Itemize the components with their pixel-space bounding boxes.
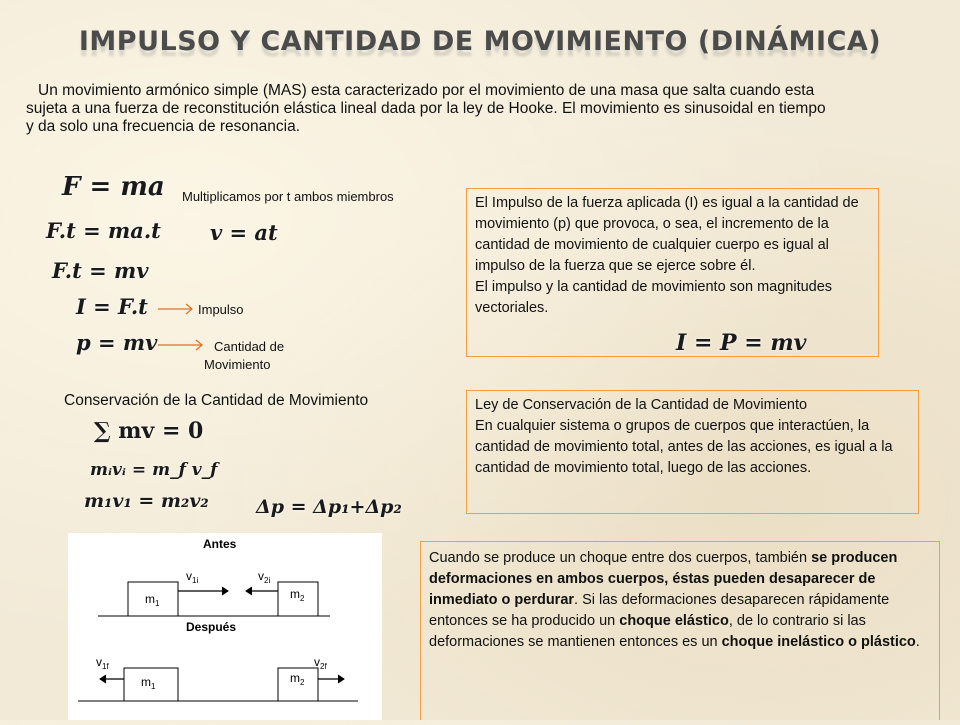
conservation-law-box [466,390,919,514]
box2-text: En cualquier sistema o grupos de cuerpos que interactúen, la cantidad de movimiento total, antes de las acciones, es igual a la cantidad de movimiento total, luego de las acciones. [475,418,893,476]
formula-f-ma: F = ma [62,172,165,202]
box3-bold3: choque inelástico o plástico [721,634,916,650]
collision-diagram-svg [68,533,382,720]
impulso-arrow [158,303,196,315]
box3-bold1: se producen deformaciones en ambos cuerpos, éstas pueden desaparecer de inmediato o perdurar [429,550,898,608]
formula-ft-mat: F.t = ma.t [46,218,161,243]
intro-paragraph: Un movimiento armónico simple (MAS) esta caracterizado por el movimiento de una masa que salta cuando esta sujeta a una fuerza de reconstitución elástica lineal dada por la ley de Hooke. El movimiento es sinusoidal en tiempo y da solo una frecuencia de resonancia. [26,82,826,135]
m1-label-before: $m_1$ [145,592,160,608]
impulse-explanation-box [466,188,879,357]
box3-bold2: choque elástico [619,613,729,629]
formula-v-at: v = at [210,220,278,245]
collision-diagram [68,533,382,720]
formula-sum-mv: ∑ mv = 0 [94,418,204,444]
formula-i-ft: I = F.t [76,294,148,319]
label-multiplicamos: Multiplicamos por t ambos miembros [182,189,394,204]
box3-part1: Cuando se produce un choque entre dos cuerpos, también [429,550,812,566]
v1f-label: $v_{1f}$ [96,655,109,671]
box2-heading: Ley de Conservación de la Cantidad de Movimiento [475,397,808,413]
formula-delta-p: Δp = Δp₁+Δp₂ [256,496,402,518]
v1i-label: $v_{1i}$ [186,569,199,585]
formula-i-p-mv: I = P = mv [676,330,807,356]
formula-p-mv: p = mv [76,330,158,355]
formula-cons1: mᵢvᵢ = m_f v_f [90,460,218,480]
diagram-despues: Después [186,620,237,634]
box3-part3: , de lo contrario si las deformaciones se mantienen entonces es un [429,613,866,650]
collision-types-box [420,541,940,720]
label-cantidad-2: Movimiento [204,357,271,372]
formula-cons2: m₁v₁ = m₂v₂ [84,490,209,512]
page-title: IMPULSO Y CANTIDAD DE MOVIMIENTO (DINÁMICA) [78,26,882,57]
v2f-label: $v_{2f}$ [314,655,327,671]
m2-label-after: $m_2$ [290,671,305,687]
label-conservacion: Conservación de la Cantidad de Movimiento [64,392,369,409]
m2-label-before: $m_2$ [290,587,305,603]
box1-text2: El impulso y la cantidad de movimiento son magnitudes vectoriales. [475,279,833,316]
box3-part2: . Si las deformaciones desaparecen rápidamente entonces se ha producido un [429,592,890,629]
m1-label-after: $m_1$ [141,675,156,691]
formula-ft-mv: F.t = mv [52,258,149,283]
box3-part4: . [915,634,920,650]
box1-text1: El Impulso de la fuerza aplicada (I) es igual a la cantidad de movimiento (p) que provoca, o sea, el incremento de la cantidad de movimiento de cualquier cuerpo es igual al impulso de la fuerza que se ejerce sobre él. [475,195,859,274]
label-impulso: Impulso [198,302,244,317]
cantidad-arrow [158,339,206,351]
v2i-label: $v_{2i}$ [258,569,271,585]
diagram-antes: Antes [203,537,237,551]
label-cantidad-1: Cantidad de [214,339,285,354]
